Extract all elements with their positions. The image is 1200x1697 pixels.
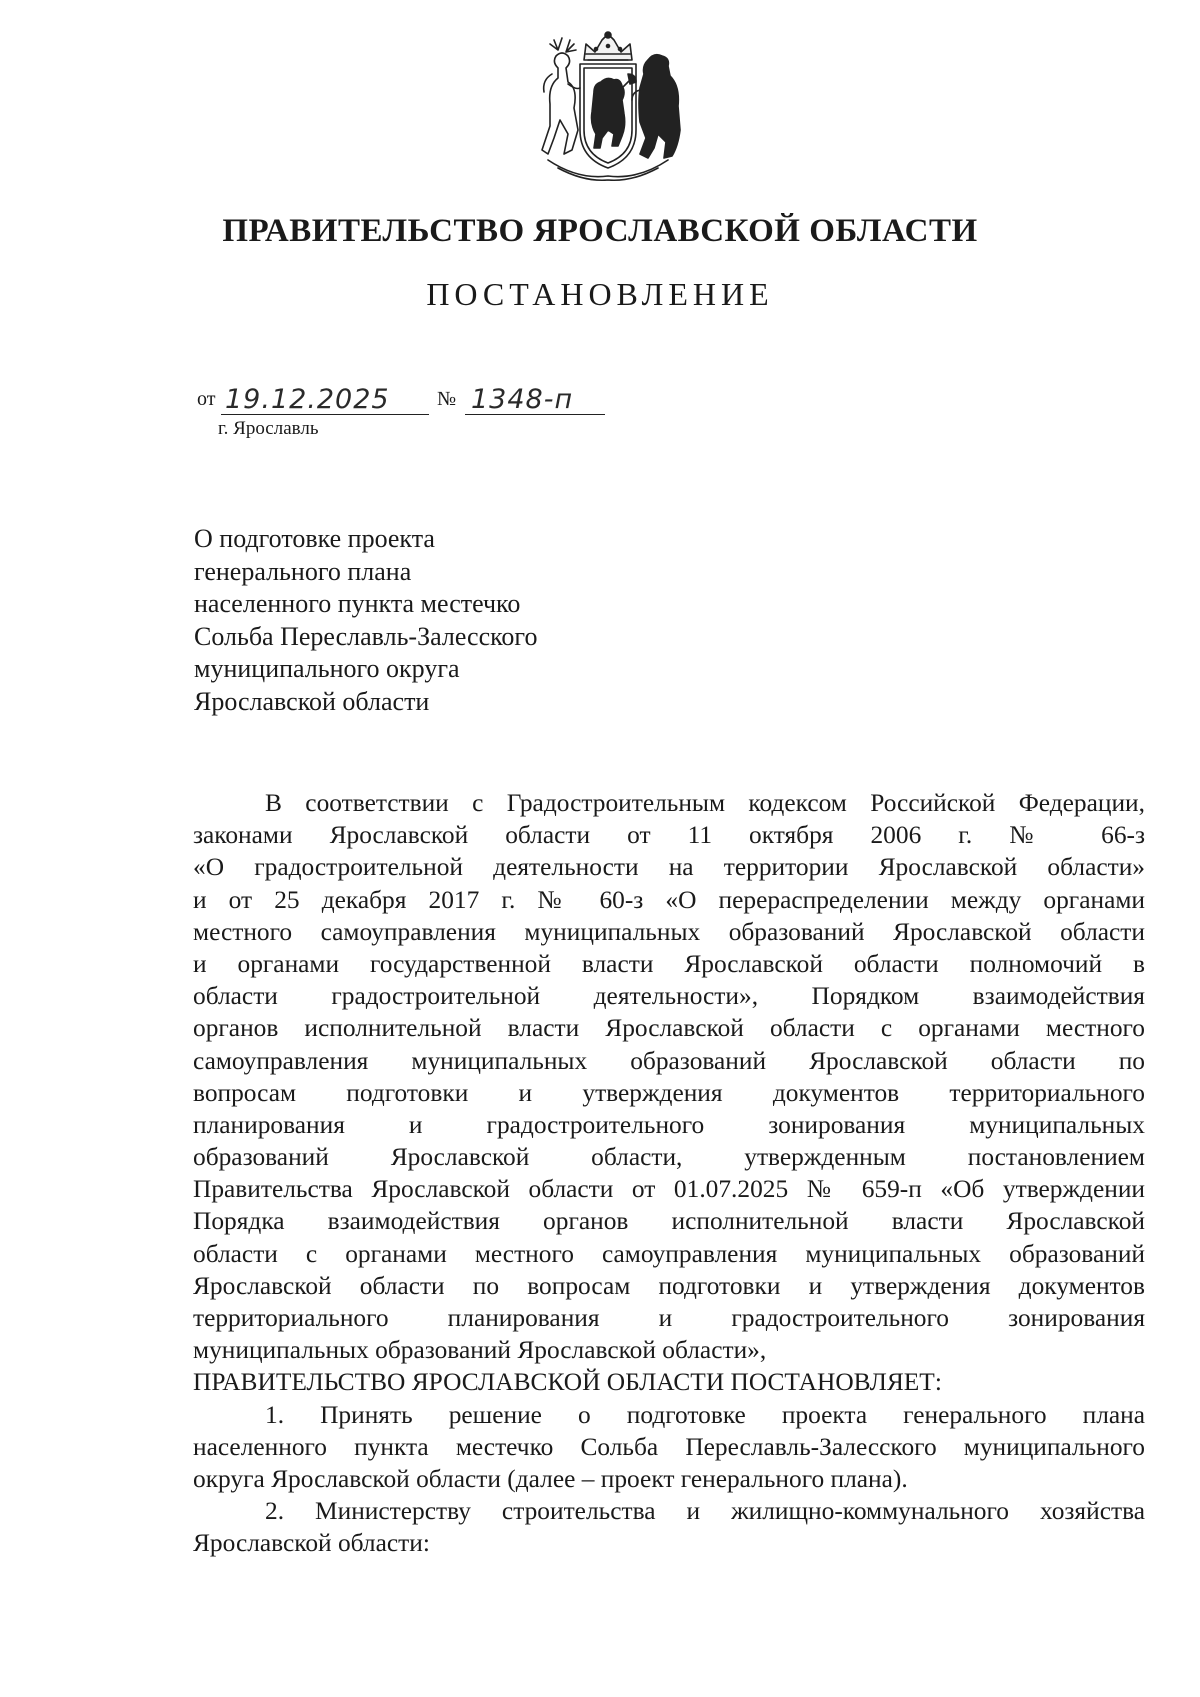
body-line: территориального планирования и градостроительного зонирования	[193, 1304, 1145, 1332]
clause-1-line: округа Ярославской области (далее – проект генерального плана).	[193, 1464, 908, 1493]
date-value: 19.12.2025	[225, 384, 390, 415]
number-label: №	[437, 388, 457, 410]
resolution-heading: ПРАВИТЕЛЬСТВО ЯРОСЛАВСКОЙ ОБЛАСТИ ПОСТАНОВЛЯЕТ:	[193, 1368, 942, 1397]
body-line: области с органами местного самоуправления муниципальных образований	[193, 1239, 1145, 1268]
body-line: органов исполнительной власти Ярославской области с органами местного	[193, 1014, 1145, 1043]
clause-2-line: Ярославской области:	[193, 1529, 430, 1558]
title-line: Сольба Переславль-Залесского	[194, 621, 538, 651]
coat-of-arms-icon	[528, 30, 688, 190]
title-line: населенного пункта местечко	[194, 589, 521, 618]
clause-1-line: населенного пункта местечко Сольба Переславль-Залесского муниципального	[193, 1432, 1145, 1461]
body-line: и от 25 декабря 2017 г. № 60-з «О перераспределении между органами	[193, 885, 1145, 914]
document-type: ПОСТАНОВЛЕНИЕ	[426, 276, 774, 312]
body-line: Правительства Ярославской области от 01.07.2025 № 659-п «Об утверждении	[193, 1175, 1145, 1204]
body-line: и органами государственной власти Ярославской области полномочий в	[193, 949, 1145, 978]
clause-2-line: 2. Министерству строительства и жилищно-коммунального хозяйства	[265, 1497, 1145, 1526]
title-line: муниципального округа	[194, 654, 460, 683]
document-body	[193, 787, 1145, 1560]
document-title	[194, 523, 714, 718]
body-line: Ярославской области по вопросам подготовки и утверждения документов	[193, 1271, 1145, 1300]
body-line: «О градостроительной деятельности на территории Ярославской области»	[193, 853, 1145, 882]
date-number-line	[197, 383, 717, 415]
body-line: самоуправления муниципальных образований Ярославской области по	[193, 1046, 1145, 1075]
title-line: генерального плана	[194, 556, 412, 586]
body-line: В соответствии с Градостроительным кодексом Российской Федерации,	[265, 789, 1145, 817]
body-line: местного самоуправления муниципальных образований Ярославской области	[193, 917, 1145, 946]
government-title: ПРАВИТЕЛЬСТВО ЯРОСЛАВСКОЙ ОБЛАСТИ	[222, 213, 978, 249]
place-of-issue: г. Ярославль	[218, 418, 319, 439]
date-label: от	[197, 388, 216, 410]
body-line: муниципальных образований Ярославской области»,	[193, 1336, 767, 1365]
title-line: Ярославской области	[194, 686, 430, 716]
body-line: Порядка взаимодействия органов исполнительной власти Ярославской	[193, 1207, 1145, 1236]
body-line: образований Ярославской области, утвержденным постановлением	[193, 1143, 1145, 1172]
title-line: О подготовке проекта	[194, 524, 435, 553]
number-value: 1348-п	[471, 384, 574, 415]
body-line: планирования и градостроительного зонирования муниципальных	[193, 1110, 1145, 1139]
clause-1-line: 1. Принять решение о подготовке проекта генерального плана	[265, 1400, 1145, 1429]
body-line: законами Ярославской области от 11 октября 2006 г. № 66-з	[193, 821, 1145, 850]
body-line: вопросам подготовки и утверждения документов территориального	[193, 1078, 1145, 1107]
body-line: области градостроительной деятельности», Порядком взаимодействия	[193, 982, 1145, 1011]
